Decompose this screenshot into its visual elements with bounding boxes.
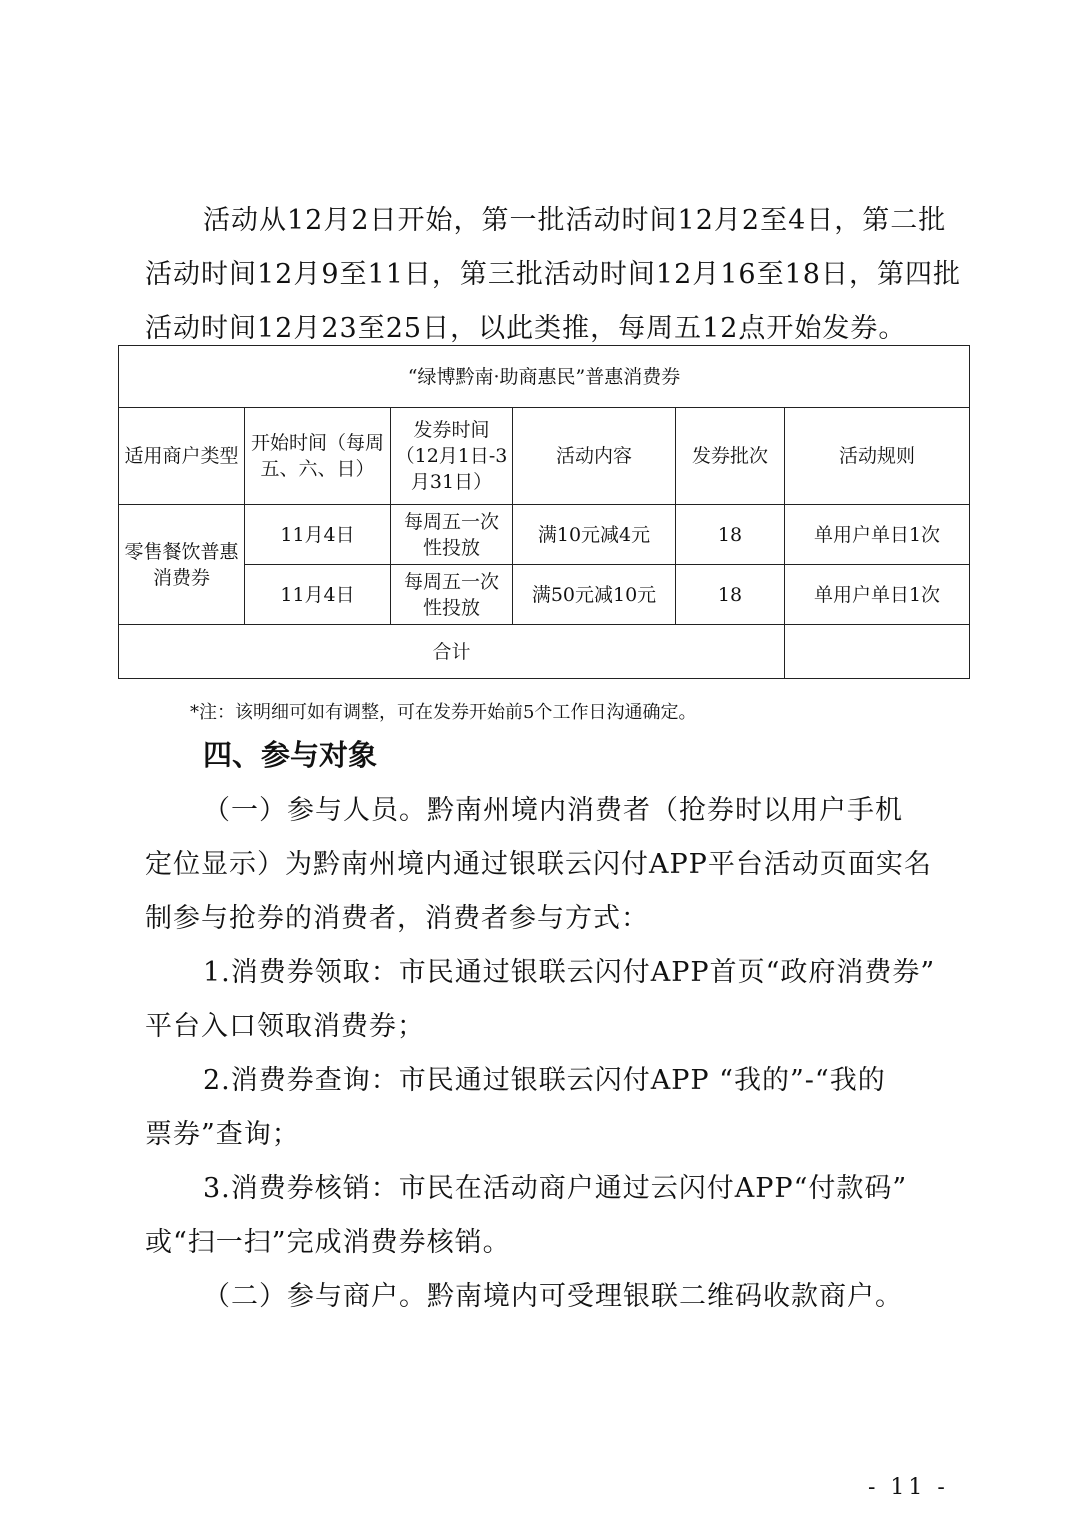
item-1-line-2: 平台入口领取消费券； <box>145 1011 425 1042</box>
category-cell: 零售餐饮普惠消费券 <box>119 505 245 625</box>
header-batches: 发券批次 <box>676 408 785 505</box>
table-note: *注：该明细可如有调整，可在发券开始前5个工作日沟通确定。 <box>190 702 697 723</box>
cell-batches: 18 <box>676 505 785 565</box>
item-2-line-1: 2.消费券查询：市民通过银联云闪付APP “我的”-“我的 <box>203 1065 886 1096</box>
header-start-time: 开始时间（每周五、六、日） <box>245 408 391 505</box>
item-2-line-2: 票券”查询； <box>145 1119 300 1150</box>
table-row <box>119 505 970 565</box>
participants-line-3: 制参与抢券的消费者，消费者参与方式： <box>145 903 649 934</box>
item-3-line-2: 或“扫一扫”完成消费券核销。 <box>145 1227 511 1258</box>
cell-start: 11月4日 <box>245 505 391 565</box>
cell-batches: 18 <box>676 565 785 625</box>
participants-line-2: 定位显示）为黔南州境内通过银联云闪付APP平台活动页面实名 <box>145 849 932 880</box>
cell-issue: 每周五一次性投放 <box>391 505 513 565</box>
page-number: - 11 - <box>868 1475 949 1500</box>
intro-line-2: 活动时间12月9至11日，第三批活动时间12月16至18日，第四批 <box>145 259 961 290</box>
cell-rule: 单用户单日1次 <box>785 505 970 565</box>
coupon-table <box>118 345 970 679</box>
cell-content: 满50元减10元 <box>513 565 676 625</box>
participants-line-1: （一）参与人员。黔南州境内消费者（抢券时以用户手机 <box>203 795 903 826</box>
table-total-row <box>119 625 970 679</box>
intro-line-1: 活动从12月2日开始，第一批活动时间12月2至4日，第二批 <box>203 205 947 236</box>
header-issue-time: 发券时间（12月1日-3月31日） <box>391 408 513 505</box>
cell-issue: 每周五一次性投放 <box>391 565 513 625</box>
item-1-line-1: 1.消费券领取：市民通过银联云闪付APP首页“政府消费券” <box>203 957 936 988</box>
cell-rule: 单用户单日1次 <box>785 565 970 625</box>
header-merchant-type: 适用商户类型 <box>119 408 245 505</box>
table-title-row <box>119 346 970 408</box>
header-content: 活动内容 <box>513 408 676 505</box>
cell-start: 11月4日 <box>245 565 391 625</box>
header-rule: 活动规则 <box>785 408 970 505</box>
merchants-line: （二）参与商户。黔南境内可受理银联二维码收款商户。 <box>203 1281 903 1312</box>
table-header-row <box>119 408 970 505</box>
intro-paragraph <box>145 194 961 356</box>
item-3-line-1: 3.消费券核销：市民在活动商户通过云闪付APP“付款码” <box>203 1173 908 1204</box>
cell-content: 满10元减4元 <box>513 505 676 565</box>
total-value <box>785 625 970 679</box>
intro-line-3: 活动时间12月23至25日，以此类推，每周五12点开始发券。 <box>145 313 907 344</box>
table-title: “绿博黔南·助商惠民”普惠消费券 <box>119 346 970 408</box>
total-label: 合计 <box>119 625 785 679</box>
table-row <box>119 565 970 625</box>
section-heading: 四、参与对象 <box>203 738 378 772</box>
section-body <box>145 784 945 1324</box>
